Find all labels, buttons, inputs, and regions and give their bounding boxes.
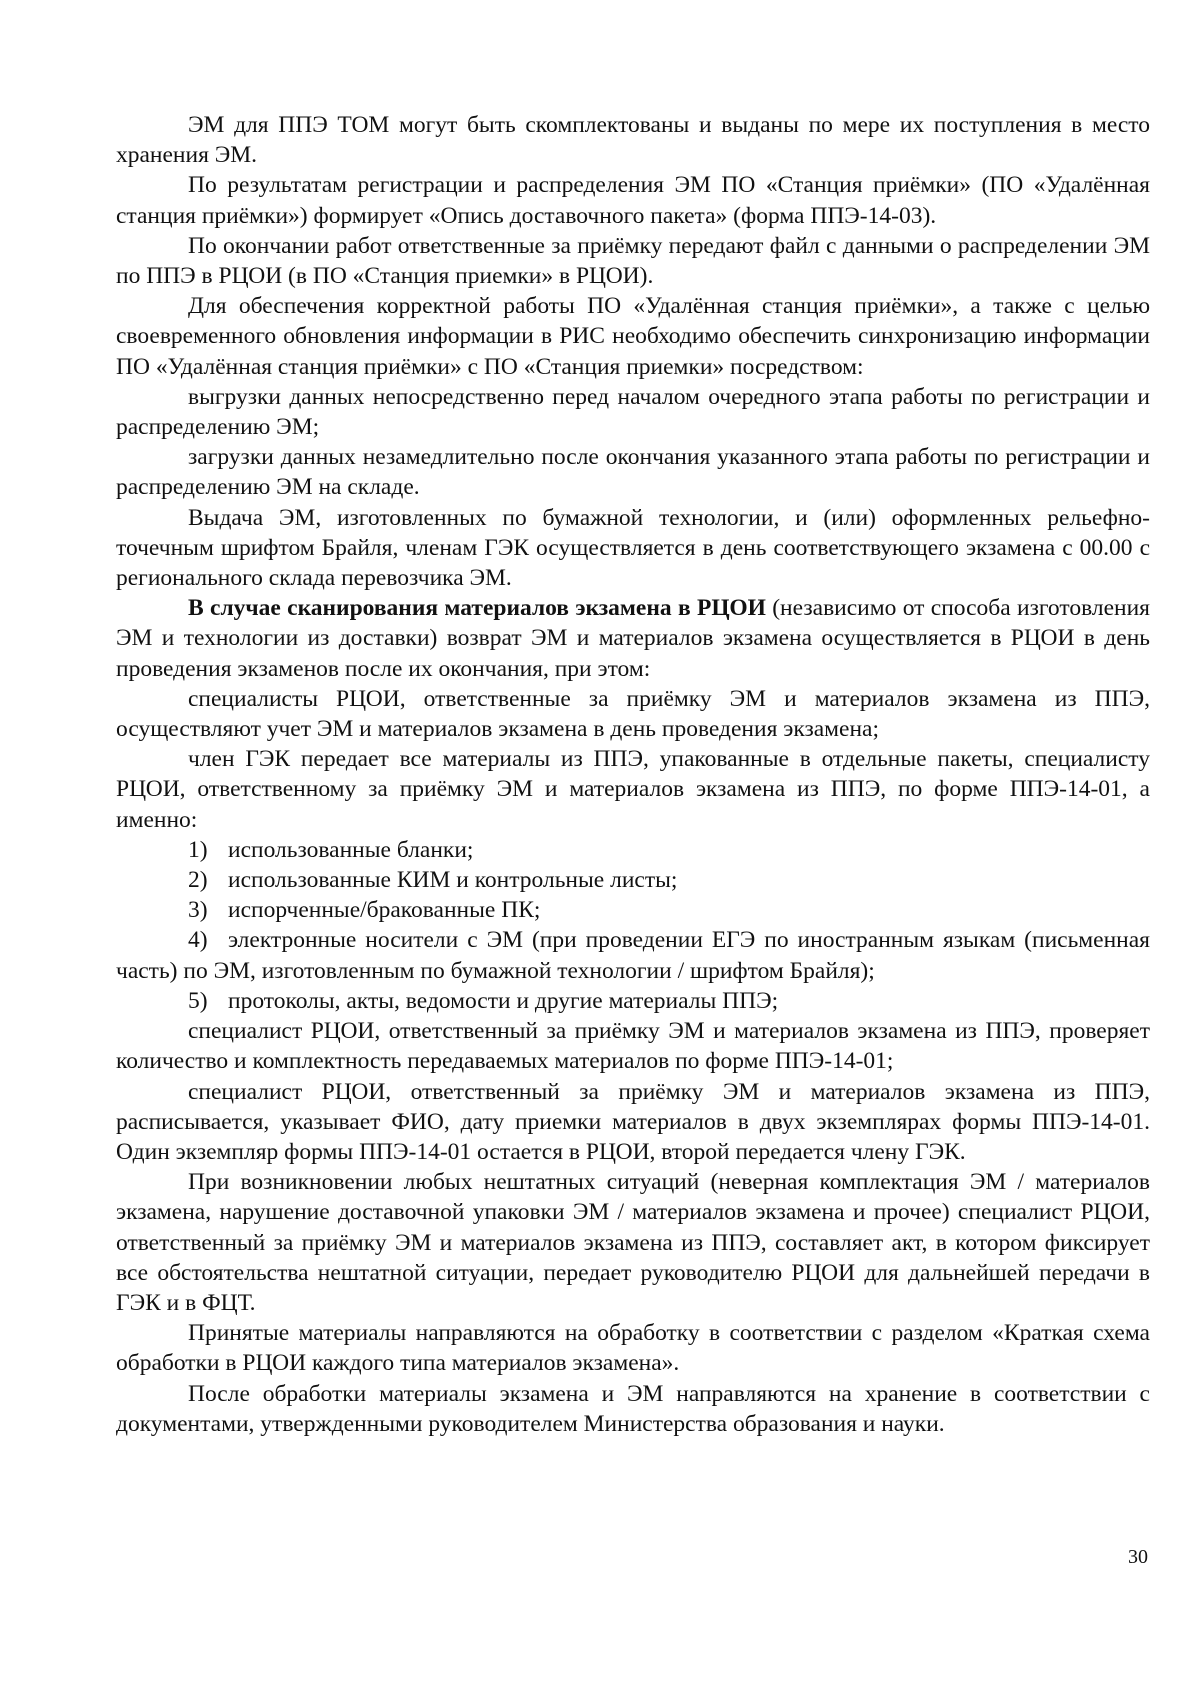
paragraph-transfer-file: По окончании работ ответственные за приёмку передают файл с данными о распределении ЭМ по ППЭ в РЦОИ (в ПО «Станция приемки» в РЦОИ).	[116, 232, 1150, 290]
paragraph-em-ppe-tom: ЭМ для ППЭ ТОМ могут быть скомплектованы и выданы по мере их поступления в место хранения ЭМ.	[116, 112, 1150, 169]
paragraph-emergency-situations: При возникновении любых нештатных ситуаций (неверная комплектация ЭМ / материалов экзамена, нарушение доставочной упаковки ЭМ / материалов экзамена и прочее) специалист РЦОИ, ответственный за приёмку ЭМ и материалов экзамена из ППЭ, составляет акт, в котором фиксирует все обстоятельства нештатной ситуации, передает руководителю РЦОИ для дальнейшей передачи в ГЭК и в ФЦТ.	[116, 1169, 1150, 1316]
list-item: 2) использованные КИМ и контрольные листы;	[188, 867, 678, 894]
paragraph-em-issuance: Выдача ЭМ, изготовленных по бумажной технологии, и (или) оформленных рельефно-точечным шрифтом Брайля, членам ГЭК осуществляется в день соответствующего экзамена с 00.00 с регионального склада перевозчика ЭМ.	[116, 504, 1150, 592]
paragraph-gek-member-transfer: член ГЭК передает все материалы из ППЭ, упакованные в отдельные пакеты, специалисту РЦОИ, ответственному за приёмку ЭМ и материалов экзамена из ППЭ, по форме ППЭ-14-01, а именно:	[116, 746, 1150, 833]
list-item: 4) электронные носители с ЭМ (при проведении ЕГЭ по иностранным языкам (письменная часть) по ЭМ, изготовленным по бумажной технологии / шрифтом Брайля);	[116, 927, 1150, 984]
list-item: 5) протоколы, акты, ведомости и другие материалы ППЭ;	[188, 987, 779, 1014]
paragraph-rcoi-specialists: специалисты РЦОИ, ответственные за приёмку ЭМ и материалов экзамена из ППЭ, осуществляют учет ЭМ и материалов экзамена в день проведения экзамена;	[116, 685, 1150, 743]
paragraph-data-upload: выгрузки данных непосредственно перед началом очередного этапа работы по регистрации и распределению ЭМ;	[116, 383, 1150, 441]
scanning-case-text: (независимо от способа изготовления ЭМ и технологии из доставки) возврат ЭМ и материалов экзамена осуществляется в РЦОИ в день проведения экзаменов после их окончания, при этом:	[116, 595, 1150, 682]
paragraph-specialist-checks: специалист РЦОИ, ответственный за приёмку ЭМ и материалов экзамена из ППЭ, проверяет количество и комплектность передаваемых материалов по форме ППЭ-14-01;	[116, 1018, 1150, 1075]
page-number: 30	[1128, 1546, 1148, 1568]
materials-list	[116, 835, 1150, 1016]
paragraph-data-download: загрузки данных незамедлительно после окончания указанного этапа работы по регистрации и распределению ЭМ на складе.	[116, 444, 1150, 501]
list-item: 1) использованные бланки;	[188, 836, 474, 863]
list-item: 3) испорченные/бракованные ПК;	[188, 897, 541, 924]
paragraph-specialist-signs: специалист РЦОИ, ответственный за приёмку ЭМ и материалов экзамена из ППЭ, расписывается, указывает ФИО, дату приемки материалов в двух экземплярах формы ППЭ-14-01. Один экземпляр формы ППЭ-14-01 остается в РЦОИ, второй передается члену ГЭК.	[116, 1078, 1150, 1165]
scanning-case-bold: В случае сканирования материалов экзамена в РЦОИ	[188, 595, 766, 622]
paragraph-registration-results: По результатам регистрации и распределения ЭМ ПО «Станция приёмки» (ПО «Удалённая станция приёмки») формирует «Опись доставочного пакета» (форма ППЭ-14-03).	[116, 172, 1150, 229]
paragraph-processing: Принятые материалы направляются на обработку в соответствии с разделом «Краткая схема обработки в РЦОИ каждого типа материалов экзамена».	[116, 1320, 1150, 1377]
document-body	[116, 110, 1150, 1439]
paragraph-storage: После обработки материалы экзамена и ЭМ направляются на хранение в соответствии с документами, утвержденными руководителем Министерства образования и науки.	[116, 1380, 1150, 1437]
paragraph-scanning-case	[116, 593, 1150, 684]
paragraph-synchronization: Для обеспечения корректной работы ПО «Удалённая станция приёмки», а также с целью своевременного обновления информации в РИС необходимо обеспечить синхронизацию информации ПО «Удалённая станция приёмки» с ПО «Станция приемки» посредством:	[116, 293, 1150, 380]
